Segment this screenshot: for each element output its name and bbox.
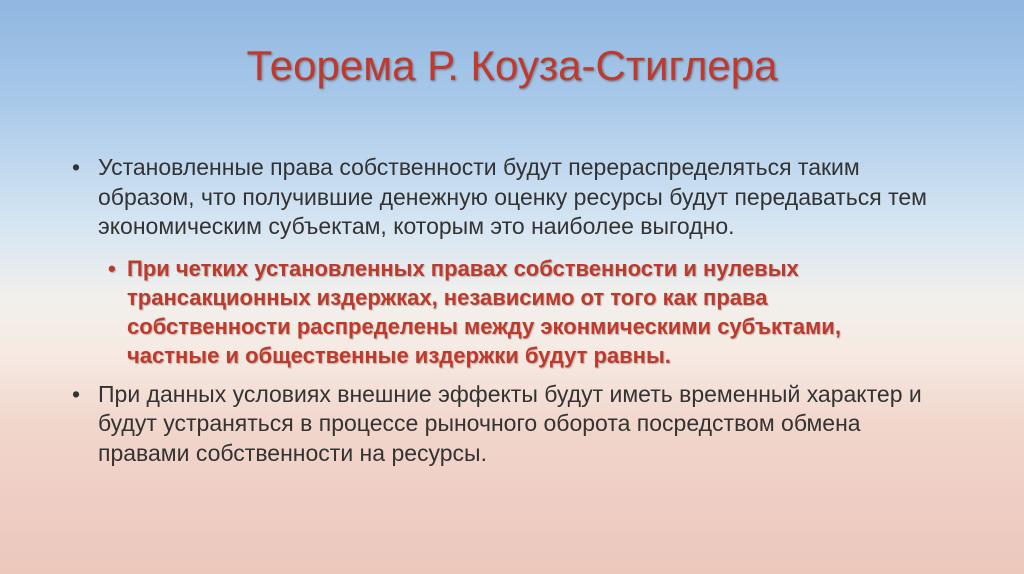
bullet-dot-icon: • xyxy=(72,154,81,180)
bullet-dot-icon: • xyxy=(108,255,116,281)
bullet-dot-icon: • xyxy=(72,380,81,407)
bullet-text: Установленные права собственности будут перераспределяться таким образом, что получившие денежную оценку ресурсы будут передаваться тем экономическим субъектам, которым это наиболее выгодно. xyxy=(98,154,927,239)
slide-title: Теорема Р. Коуза-Стиглера xyxy=(246,42,778,89)
bullet-text: При данных условиях внешние эффекты будут иметь временный характер и будут устраняться в процессе рыночного оборота посредством обмена правами собственности на ресурсы. xyxy=(98,380,922,466)
bullet-item xyxy=(70,380,950,469)
emphasis-bullet-item xyxy=(70,254,917,370)
slide-content xyxy=(70,153,950,468)
emphasis-bullet-text: При четких установленных правах собственности и нулевых трансакционных издержках, независимо от того как права собственности распределены между эконмическими субъктами, частные и общественные издержки будут равны. xyxy=(127,255,841,368)
bullet-item xyxy=(70,153,950,242)
